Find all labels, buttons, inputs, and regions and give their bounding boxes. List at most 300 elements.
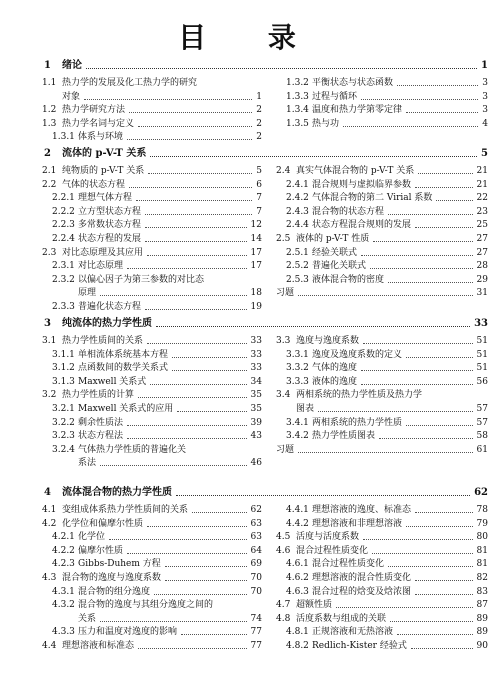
toc-title: 流体的 p-V-T 关系 [62, 148, 147, 159]
toc-title: 热力学性质间的关系 [62, 336, 144, 346]
toc-leader-dots [145, 241, 247, 242]
toc-number: 4.2 [42, 518, 57, 529]
toc-leader-dots [406, 425, 473, 426]
toc-page-number: 21 [476, 179, 488, 190]
toc-page-number: 87 [476, 600, 488, 611]
toc-title: 状态方程法 [78, 431, 124, 442]
toc-leader-dots [165, 566, 247, 567]
toc-entry[interactable] [36, 416, 262, 430]
toc-title: 化学位和偏摩尔性质 [62, 518, 144, 529]
toc-number: 4.3.2 [52, 600, 75, 611]
toc-title: 原理 [78, 288, 97, 299]
toc-leader-dots [129, 187, 252, 188]
toc-leader-dots [415, 512, 473, 513]
toc-page-number: 17 [250, 261, 262, 272]
toc-entry[interactable] [36, 117, 262, 131]
toc-leader-dots [148, 173, 252, 174]
toc-number: 4.5 [276, 532, 291, 543]
toc-title: 气体热力学性质的普遍化关 [78, 444, 187, 455]
toc-number: 2.4.2 [286, 193, 309, 204]
toc-entry[interactable] [36, 598, 262, 612]
toc-number: 2.4.1 [286, 179, 309, 190]
toc-title: 混合物的逸度与逸度系数 [62, 573, 162, 583]
toc-number: 4.6.1 [286, 559, 309, 570]
toc-entry[interactable] [36, 361, 262, 375]
toc-number: 3.3.3 [286, 376, 309, 387]
toc-number: 4.6.2 [286, 573, 309, 583]
toc-entry[interactable] [270, 544, 488, 558]
toc-entry[interactable] [36, 205, 262, 219]
toc-number: 4.3.3 [52, 627, 75, 638]
toc-title: 对比态原理 [78, 261, 124, 272]
toc-leader-dots [172, 357, 247, 358]
toc-entry[interactable] [270, 117, 488, 131]
toc-entry[interactable] [36, 300, 262, 314]
toc-number: 4.2.1 [52, 532, 75, 543]
toc-title: 状态方程的发展 [78, 234, 142, 244]
toc-title: 纯物质的 p-V-T 关系 [62, 166, 145, 176]
toc-entry[interactable] [36, 130, 262, 144]
toc-entry[interactable] [270, 585, 488, 599]
toc-entry[interactable] [36, 375, 262, 389]
toc-leader-dots [361, 255, 473, 256]
toc-title: 过程与循环 [312, 91, 358, 102]
toc-leader-dots [379, 438, 473, 439]
toc-title: 温度和热力学第零定律 [312, 105, 403, 116]
toc-title: 混合规则与虚拟临界参数 [312, 179, 412, 190]
toc-page-number: 39 [250, 417, 262, 428]
toc-entry[interactable] [270, 103, 488, 117]
toc-number: 1.1 [42, 78, 57, 88]
toc-entry[interactable] [270, 571, 488, 585]
toc-page-number: 28 [476, 261, 488, 272]
toc-chapter-row[interactable] [36, 317, 488, 331]
toc-number: 2.2 [42, 179, 57, 190]
toc-title: 气体混合物的第二 Virial 系数 [312, 193, 433, 204]
toc-entry[interactable] [36, 191, 262, 205]
toc-number: 3.2.2 [52, 417, 75, 428]
toc-leader-dots [372, 553, 473, 554]
toc-leader-dots [411, 648, 473, 649]
toc-leader-dots [415, 187, 473, 188]
toc-page-number: 27 [476, 247, 488, 258]
toc-entry[interactable] [270, 273, 488, 287]
toc-page-number: 77 [250, 641, 262, 651]
toc-chapter-row[interactable] [36, 486, 488, 500]
toc-number: 2.3.3 [52, 302, 75, 312]
toc-entry[interactable] [36, 402, 262, 416]
toc-page-number: 51 [476, 363, 488, 374]
toc-title: 偏摩尔性质 [78, 545, 124, 556]
toc-number: 2.2.3 [52, 220, 75, 231]
toc-entry[interactable] [36, 178, 262, 192]
toc-number: 3.2.4 [52, 444, 75, 455]
toc-entry[interactable] [36, 388, 262, 402]
toc-entry[interactable] [270, 178, 488, 192]
toc-page-number: 70 [250, 573, 262, 583]
toc-title: 理想溶液的逸度、标准态 [312, 505, 412, 515]
toc-title: 混合物的逸度与其组分逸度之间的 [78, 600, 214, 611]
toc-entry[interactable] [270, 503, 488, 517]
toc-title: 混合物的状态方程 [312, 206, 385, 217]
toc-title: 液体的逸度 [312, 376, 358, 387]
toc-entry[interactable] [270, 530, 488, 544]
toc-title: 习题 [276, 444, 295, 455]
toc-leader-dots [136, 200, 252, 201]
toc-number: 3.2.3 [52, 431, 75, 442]
toc-chapter-row[interactable] [36, 147, 488, 161]
toc-entry[interactable] [270, 361, 488, 375]
toc-leader-dots [363, 343, 473, 344]
toc-title: 单相流体系统基本方程 [78, 349, 169, 360]
toc-leader-dots [154, 594, 247, 595]
toc-entry[interactable] [270, 625, 488, 639]
toc-number: 4.8 [276, 613, 291, 624]
page-title: 目 录 [178, 21, 322, 54]
toc-page-number: 7 [256, 193, 262, 204]
toc-leader-dots [145, 214, 252, 215]
toc-page-number: 2 [256, 118, 262, 129]
toc-page-number: 51 [476, 336, 488, 346]
toc-title: 气体的逸度 [312, 363, 358, 374]
toc-page-number: 2 [256, 105, 262, 116]
toc-number: 4 [44, 487, 51, 498]
toc-title: 多常数状态方程 [78, 220, 142, 231]
toc-number: 2.3 [42, 247, 57, 258]
toc-title: 习题 [276, 288, 295, 299]
toc-leader-dots [147, 526, 247, 527]
toc-entry[interactable] [36, 530, 262, 544]
toc-entry[interactable] [36, 246, 262, 260]
toc-page-number: 5 [481, 148, 488, 159]
toc-title: 热力学性质图表 [312, 431, 376, 442]
toc-title: 热与功 [312, 118, 340, 129]
toc-leader-dots [406, 357, 473, 358]
toc-leader-dots [138, 397, 247, 398]
toc-entry[interactable] [270, 639, 488, 653]
toc-entry[interactable] [270, 191, 488, 205]
toc-page-number: 79 [476, 518, 488, 529]
toc-title: 纯流体的热力学性质 [62, 318, 152, 329]
toc-entry[interactable] [36, 503, 262, 517]
toc-entry[interactable] [36, 286, 262, 300]
toc-number: 3.4.1 [286, 417, 309, 428]
toc-number: 1.2 [42, 105, 57, 116]
toc-leader-dots [165, 580, 247, 581]
toc-leader-dots [390, 621, 473, 622]
toc-leader-dots [361, 384, 473, 385]
toc-title: 真实气体混合物的 p-V-T 关系 [296, 166, 415, 176]
toc-number: 3.3 [276, 336, 291, 346]
toc-entry[interactable] [36, 164, 262, 178]
toc-page-number: 89 [476, 613, 488, 624]
toc-leader-dots [127, 268, 247, 269]
toc-entry[interactable] [270, 388, 488, 402]
toc-number: 1.3.4 [286, 105, 309, 116]
toc-leader-dots [370, 268, 473, 269]
toc-page-number: 81 [476, 545, 488, 556]
toc-title: 压力和温度对逸度的影响 [78, 627, 178, 638]
toc-entry[interactable] [270, 259, 488, 273]
toc-leader-dots [86, 68, 477, 69]
toc-title: 热力学的发展及化工热力学的研究 [62, 78, 198, 88]
toc-number: 2.1 [42, 166, 57, 176]
toc-page-number: 77 [250, 627, 262, 638]
toc-entry[interactable] [36, 232, 262, 246]
toc-title: 理想气体方程 [78, 193, 133, 204]
toc-title: 逸度与逸度系数 [296, 336, 360, 346]
toc-page-number: 43 [250, 431, 262, 442]
toc-page-number: 3 [482, 78, 488, 88]
toc-entry[interactable] [270, 402, 488, 416]
toc-entry[interactable] [270, 90, 488, 104]
toc-leader-dots [127, 425, 247, 426]
toc-leader-dots [129, 112, 252, 113]
toc-entry[interactable] [36, 625, 262, 639]
toc-number: 2.4 [276, 166, 291, 176]
toc-number: 4.4.2 [286, 518, 309, 529]
toc-page-number: 12 [250, 220, 262, 231]
toc-title: 绪论 [62, 60, 82, 71]
toc-entry[interactable] [270, 286, 488, 300]
toc-entry[interactable] [270, 598, 488, 612]
toc-entry[interactable] [270, 334, 488, 348]
toc-number: 3.4 [276, 390, 291, 401]
toc-title: 两相系统的热力学性质 [312, 417, 403, 428]
toc-entry[interactable] [36, 273, 262, 287]
toc-page-number: 2 [256, 132, 262, 143]
toc-title: 热力学研究方法 [62, 105, 126, 116]
toc-title: Maxwell 关系式 [78, 376, 147, 387]
toc-entry[interactable] [270, 429, 488, 443]
toc-page-number: 6 [256, 179, 262, 190]
toc-leader-dots [298, 452, 473, 453]
toc-entry[interactable] [36, 585, 262, 599]
toc-leader-dots [192, 512, 247, 513]
toc-page-number: 62 [474, 487, 488, 498]
toc-entry[interactable] [36, 429, 262, 443]
toc-entry[interactable] [36, 544, 262, 558]
toc-number: 4.7 [276, 600, 291, 611]
toc-leader-dots [363, 539, 473, 540]
toc-leader-dots [100, 295, 247, 296]
toc-entry[interactable] [270, 232, 488, 246]
toc-number: 4.4 [42, 641, 57, 651]
toc-leader-dots [145, 309, 247, 310]
toc-entry[interactable] [36, 571, 262, 585]
toc-entry[interactable] [270, 557, 488, 571]
toc-entry[interactable] [270, 517, 488, 531]
toc-leader-dots [147, 343, 247, 344]
toc-title: 化学位 [78, 532, 106, 543]
toc-number: 1.3.2 [286, 78, 309, 88]
toc-entry[interactable] [36, 612, 262, 626]
toc-leader-dots [388, 214, 473, 215]
toc-number: 3.1.2 [52, 363, 75, 374]
toc-title: 对象 [62, 91, 81, 102]
toc-title: 流体混合物的热力学性质 [62, 487, 172, 498]
toc-number: 2.4.4 [286, 220, 309, 231]
toc-entry[interactable] [270, 76, 488, 90]
toc-entry[interactable] [36, 557, 262, 571]
toc-number: 3.1 [42, 336, 57, 346]
toc-title: 状态方程混合规则的发展 [312, 220, 412, 231]
toc-leader-dots [343, 126, 478, 127]
toc-title: 热力学名词与定义 [62, 118, 135, 129]
toc-entry[interactable] [36, 334, 262, 348]
toc-number: 4.4.1 [286, 505, 309, 515]
toc-number: 2.5.2 [286, 261, 309, 272]
toc-number: 2.5.3 [286, 274, 309, 285]
toc-page-number: 63 [250, 532, 262, 543]
toc-number: 2 [44, 148, 51, 159]
toc-title: 普遍化关联式 [312, 261, 367, 272]
toc-leader-dots [298, 295, 473, 296]
toc-title: 液体混合物的密度 [312, 274, 385, 285]
toc-title: 图表 [296, 404, 315, 414]
toc-title: 点函数间的数学关系式 [78, 363, 169, 374]
toc-leader-dots [397, 634, 473, 635]
toc-number: 4.3 [42, 573, 57, 583]
toc-entry[interactable] [36, 218, 262, 232]
toc-leader-dots [145, 227, 247, 228]
toc-entry[interactable] [270, 416, 488, 430]
toc-number: 3.3.2 [286, 363, 309, 374]
toc-page-number: 25 [476, 220, 488, 231]
toc-number: 3.3.1 [286, 349, 309, 360]
toc-title: 系法 [78, 458, 97, 469]
toc-entry[interactable] [270, 612, 488, 626]
toc-leader-dots [150, 384, 246, 385]
toc-entry[interactable] [270, 205, 488, 219]
toc-chapter-row[interactable] [36, 59, 488, 73]
toc-number: 1.3.5 [286, 118, 309, 129]
toc-number: 4.1 [42, 505, 57, 515]
toc-entry[interactable] [270, 246, 488, 260]
toc-title: 活度系数与组成的关联 [296, 613, 387, 624]
toc-entry[interactable] [270, 164, 488, 178]
toc-entry[interactable] [270, 443, 488, 457]
toc-entry[interactable] [36, 90, 262, 104]
toc-entry[interactable] [36, 76, 262, 90]
toc-leader-dots [147, 255, 247, 256]
toc-leader-dots [109, 539, 247, 540]
toc-page-number: 1 [256, 91, 262, 102]
toc-entry[interactable] [270, 348, 488, 362]
toc-leader-dots [415, 580, 473, 581]
toc-page-number: 35 [250, 404, 262, 414]
toc-leader-dots [418, 173, 472, 174]
toc-page-number: 70 [250, 586, 262, 597]
toc-entry[interactable] [270, 218, 488, 232]
toc-page-number: 3 [482, 105, 488, 116]
toc-page-number: 61 [476, 444, 488, 455]
toc-entry[interactable] [36, 443, 262, 457]
toc-page-number: 69 [250, 559, 262, 570]
toc-title: 混合过程的焓变及焓浓图 [312, 586, 412, 597]
toc-leader-dots [388, 566, 473, 567]
toc-leader-dots [150, 156, 477, 157]
toc-title: 经验关联式 [312, 247, 358, 258]
toc-leader-dots [373, 241, 472, 242]
toc-title: 混合过程性质变化 [312, 559, 385, 570]
toc-page-number: 83 [476, 586, 488, 597]
toc-page-number: 33 [250, 336, 262, 346]
toc-title: 活度与活度系数 [296, 532, 360, 543]
toc-number: 3.2 [42, 390, 57, 401]
toc-title: 普遍化状态方程 [78, 302, 142, 312]
toc-leader-dots [172, 370, 247, 371]
toc-page-number: 90 [476, 641, 488, 651]
toc-page-number: 4 [482, 118, 488, 129]
toc-leader-dots [406, 526, 473, 527]
toc-page-number: 74 [250, 613, 262, 624]
toc-page-number: 17 [250, 247, 262, 258]
toc-page-number: 62 [250, 505, 262, 515]
toc-number: 2.4.3 [286, 206, 309, 217]
toc-page-number: 33 [474, 318, 488, 329]
toc-page-number: 14 [250, 234, 262, 244]
toc-page-number: 64 [250, 545, 262, 556]
toc-page-number: 33 [250, 363, 262, 374]
toc-title: 理想溶液和非理想溶液 [312, 518, 403, 529]
toc-entry[interactable] [36, 517, 262, 531]
toc-title: 超额性质 [296, 600, 333, 611]
toc-entry[interactable] [36, 639, 262, 653]
toc-leader-dots [100, 621, 247, 622]
toc-page-number: 82 [476, 573, 488, 583]
toc-entry[interactable] [270, 375, 488, 389]
toc-entry[interactable] [36, 348, 262, 362]
toc-title: 立方型状态方程 [78, 206, 142, 217]
toc-number: 2.3.1 [52, 261, 75, 272]
toc-page-number: 34 [250, 376, 262, 387]
toc-leader-dots [397, 85, 478, 86]
toc-number: 4.6.3 [286, 586, 309, 597]
toc-number: 3.2.1 [52, 404, 75, 414]
toc-number: 2.3.2 [52, 274, 75, 285]
toc-title: 理想溶液的混合性质变化 [312, 573, 412, 583]
toc-page-number: 46 [250, 458, 262, 469]
toc-number: 1.3.1 [52, 132, 75, 143]
toc-leader-dots [361, 370, 473, 371]
toc-page-number: 27 [476, 234, 488, 244]
toc-title: 对比态原理及其应用 [62, 247, 144, 258]
toc-leader-dots [336, 607, 473, 608]
toc-leader-dots [388, 282, 473, 283]
toc-number: 4.3.1 [52, 586, 75, 597]
toc-title: 平衡状态与状态函数 [312, 78, 394, 88]
toc-entry[interactable] [36, 456, 262, 470]
toc-page-number: 21 [476, 166, 488, 176]
toc-page-number: 63 [250, 518, 262, 529]
toc-title: 混合过程性质变化 [296, 545, 369, 556]
toc-page-number: 29 [476, 274, 488, 285]
toc-title: 混合物的组分逸度 [78, 586, 151, 597]
toc-entry[interactable] [36, 259, 262, 273]
toc-number: 1.3.3 [286, 91, 309, 102]
toc-page-number: 18 [250, 288, 262, 299]
toc-number: 2.5 [276, 234, 291, 244]
toc-title: 体系与环境 [78, 132, 124, 143]
toc-title: 剩余性质法 [78, 417, 124, 428]
toc-title: 关系 [78, 613, 97, 624]
toc-leader-dots [138, 648, 247, 649]
toc-entry[interactable] [36, 103, 262, 117]
toc-page-number: 80 [476, 532, 488, 543]
toc-page-number: 23 [476, 206, 488, 217]
toc-page-number: 33 [250, 349, 262, 360]
